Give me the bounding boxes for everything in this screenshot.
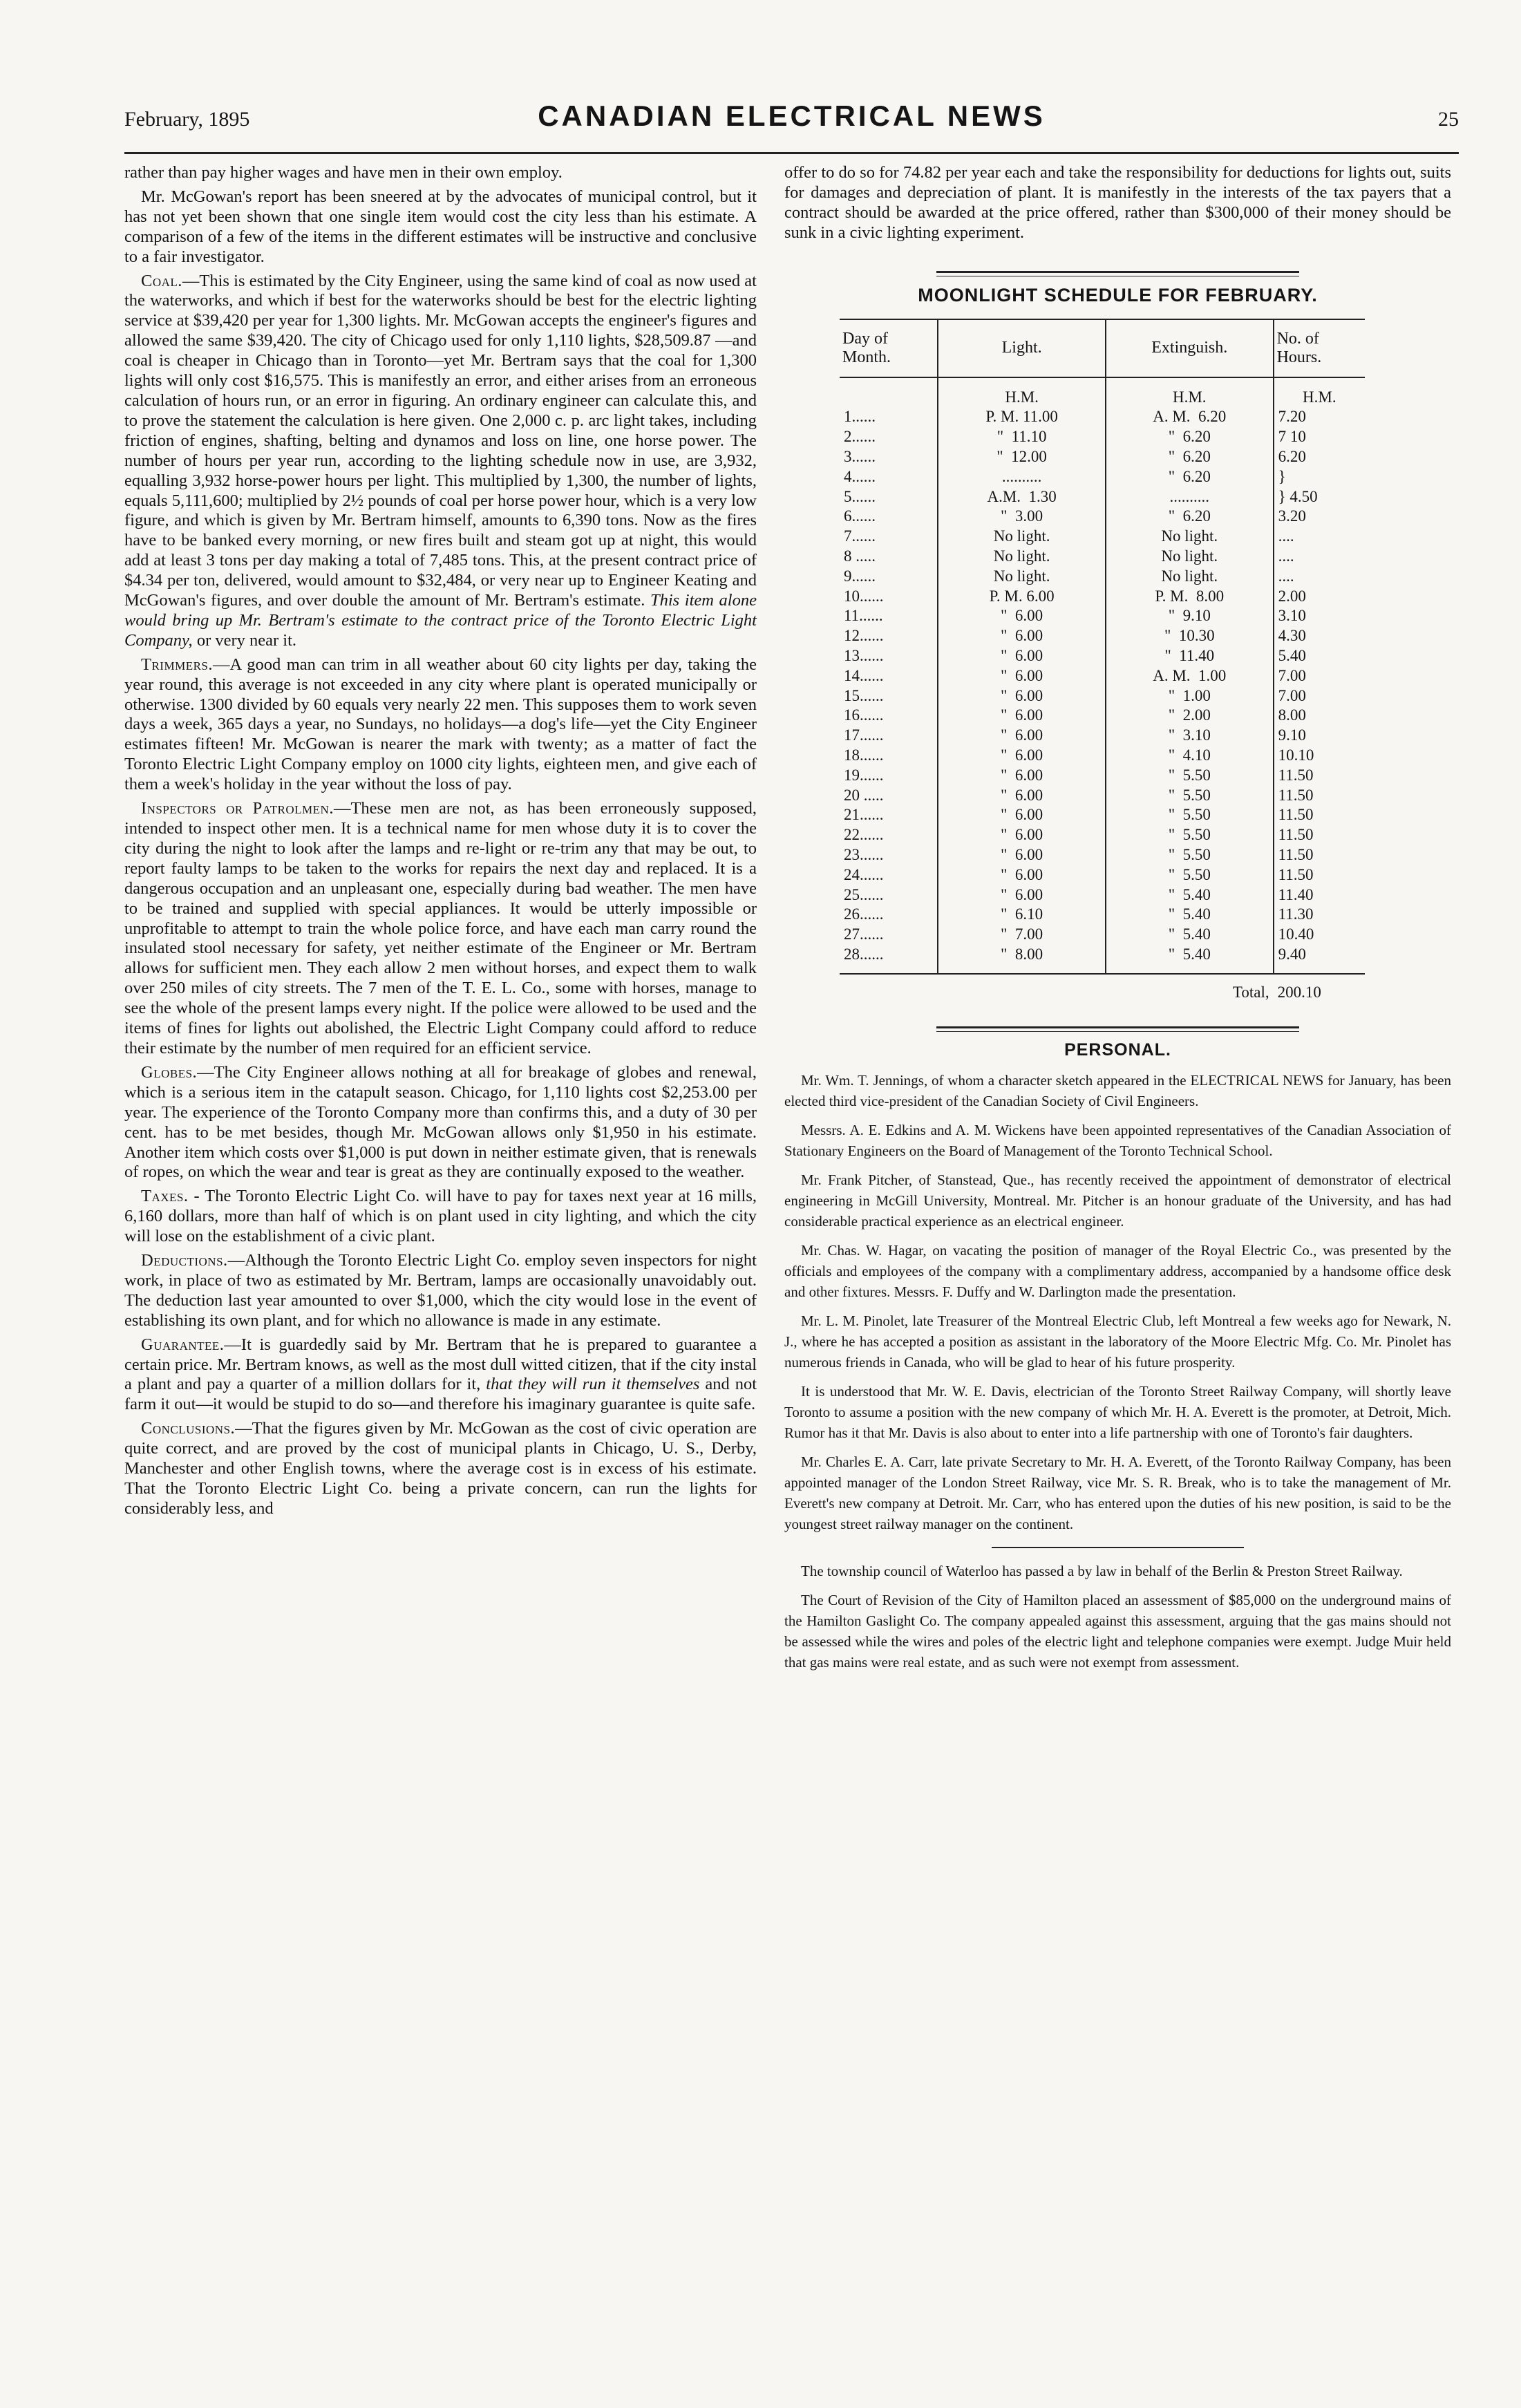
- table-row: [840, 786, 1365, 806]
- hours-cell: 10.10: [1278, 746, 1314, 764]
- page-number: 25: [1438, 108, 1459, 131]
- light-cell: " 3.00: [938, 507, 1106, 527]
- day-cell: 27......: [840, 925, 938, 945]
- section-heading: Conclusions.: [141, 1419, 236, 1438]
- light-cell: " 6.00: [938, 706, 1106, 726]
- day-cell: 28......: [840, 945, 938, 974]
- light-cell: " 6.00: [938, 825, 1106, 845]
- table-row: [840, 925, 1365, 945]
- section-heading: Coal.: [141, 271, 182, 290]
- unit-cell: H.M.: [938, 377, 1106, 408]
- hours-cell: 11.50: [1278, 826, 1314, 844]
- hours-cell: 11.30: [1278, 905, 1314, 923]
- hours-cell: 2.00: [1278, 587, 1306, 605]
- extinguish-cell: No light.: [1106, 547, 1274, 567]
- table-row: [840, 825, 1365, 845]
- section-heading: Inspectors or Patrolmen.: [141, 799, 334, 818]
- empty-cell: [840, 974, 938, 1008]
- table-row: [840, 845, 1365, 865]
- table-row: [840, 865, 1365, 885]
- extinguish-cell: " 10.30: [1106, 626, 1274, 646]
- light-cell: No light.: [938, 527, 1106, 547]
- hours-cell: 11.50: [1278, 786, 1314, 804]
- personal-items: [784, 1070, 1451, 1534]
- day-cell: 26......: [840, 905, 938, 925]
- section-guarantee: Guarantee.—It is guardedly said by Mr. Bertram that he is prepared to guarantee a certain price. Mr. Bertram knows, as well as the most dull witted citizen, that if the city instal a plant and pay a quarter of a million dollars for it, that they will run it themselves and not farm it out—it would be stupid to do so—and therefore his imaginary guarantee is quite safe.: [124, 1335, 757, 1414]
- table-row: [840, 527, 1365, 547]
- extinguish-cell: A. M. 6.20: [1106, 407, 1274, 427]
- section-trimmers: Trimmers.—A good man can trim in all weather about 60 city lights per day, taking the year round, this average is not exceeded in any city where plant is operated municipally or otherwise. 1300 divided by 60 equals very nearly 22 men. This supposes them to work seven days a week, 365 days a year, no Sundays, no holidays—a dog's life—yet the City Engineer estimates fifteen! Mr. McGowan is nearer the mark with twenty; as a matter of fact the Toronto Electric Light Company employ on 1000 city lights, eighteen men, and give each of them a week's holiday in the year without the loss of pay.: [124, 655, 757, 794]
- hours-cell: ....: [1278, 567, 1294, 585]
- extinguish-cell: " 9.10: [1106, 606, 1274, 626]
- section-heading: Guarantee.: [141, 1335, 225, 1354]
- light-cell: " 6.00: [938, 626, 1106, 646]
- light-cell: " 6.00: [938, 805, 1106, 825]
- table-row: [840, 427, 1365, 447]
- section-heading: Taxes.: [141, 1187, 189, 1206]
- table-row: [840, 945, 1365, 974]
- column-header: Day of Month.: [840, 319, 938, 377]
- extinguish-cell: " 3.10: [1106, 726, 1274, 746]
- extinguish-cell: " 5.40: [1106, 905, 1274, 925]
- day-cell: 13......: [840, 646, 938, 666]
- extinguish-cell: P. M. 8.00: [1106, 587, 1274, 607]
- table-row: [840, 726, 1365, 746]
- table-row: [840, 567, 1365, 587]
- hours-cell: 6.20: [1278, 448, 1306, 466]
- extinguish-cell: A. M. 1.00: [1106, 666, 1274, 686]
- paragraph: offer to do so for 74.82 per year each and take the responsibility for deductions for lights out, suits for damages and depreciation of plant. It is manifestly in the interests of the tax payers that a contract should be awarded at the price offered, rather than $300,000 of their money should be sunk in a civic lighting experiment.: [784, 163, 1451, 242]
- light-cell: " 11.10: [938, 427, 1106, 447]
- extinguish-cell: " 6.20: [1106, 447, 1274, 467]
- hours-cell: 7.20: [1278, 408, 1306, 426]
- hours-cell: 3.10: [1278, 607, 1306, 625]
- light-cell: " 6.00: [938, 845, 1106, 865]
- personal-item: Mr. Wm. T. Jennings, of whom a character sketch appeared in the ELECTRICAL NEWS for January, has been elected third vice-president of the Canadian Society of Civil Engineers.: [784, 1071, 1451, 1109]
- unit-cell: [840, 377, 938, 408]
- hours-cell: 7.00: [1278, 686, 1306, 704]
- total-row: [840, 974, 1365, 1008]
- column-header: Extinguish.: [1106, 319, 1274, 377]
- light-cell: ..........: [938, 467, 1106, 487]
- light-cell: No light.: [938, 547, 1106, 567]
- extinguish-cell: " 6.20: [1106, 507, 1274, 527]
- table-row: [840, 885, 1365, 905]
- light-cell: " 6.00: [938, 766, 1106, 786]
- divider: [992, 1547, 1244, 1548]
- section-heading: Globes.: [141, 1062, 198, 1082]
- extinguish-cell: " 4.10: [1106, 746, 1274, 766]
- day-cell: 21......: [840, 805, 938, 825]
- extinguish-cell: " 5.50: [1106, 786, 1274, 806]
- hours-cell: 9.10: [1278, 726, 1306, 744]
- hours-cell: 11.40: [1278, 885, 1314, 903]
- schedule-body: [840, 377, 1365, 1008]
- table-row: [840, 746, 1365, 766]
- light-cell: " 6.00: [938, 746, 1106, 766]
- units-row: [840, 377, 1365, 408]
- table-row: [840, 766, 1365, 786]
- day-cell: 2......: [840, 427, 938, 447]
- personal-item: Mr. Charles E. A. Carr, late private Secretary to Mr. H. A. Everett, of the Toronto Railway Company, has been appointed manager of the London Street Railway, vice Mr. S. R. Break, who is to take the management of Mr. Everett's new company at Detroit. Mr. Carr, who has entered upon the duties of his new position, is said to be the youngest street railway manager on the continent.: [784, 1453, 1451, 1532]
- news-item: The township council of Waterloo has passed a by law in behalf of the Berlin & Preston Street Railway.: [801, 1562, 1403, 1579]
- personal-item: It is understood that Mr. W. E. Davis, electrician of the Toronto Street Railway Company, will shortly leave Toronto to assume a position with the new company of which Mr. H. A. Everett is the promoter, at Detroit, Mich. Rumor has it that Mr. Davis is also about to enter into a life partnership with one of Toronto's fair daughters.: [784, 1382, 1451, 1441]
- table-row: [840, 467, 1365, 487]
- light-cell: " 6.00: [938, 666, 1106, 686]
- hours-cell: 3.20: [1278, 507, 1306, 525]
- extinguish-cell: " 5.40: [1106, 945, 1274, 974]
- hours-cell: ....: [1278, 547, 1294, 565]
- hours-cell: 7 10: [1278, 428, 1306, 446]
- table-row: [840, 507, 1365, 527]
- day-cell: 8 .....: [840, 547, 938, 567]
- table-row: [840, 587, 1365, 607]
- day-cell: 20 .....: [840, 786, 938, 806]
- light-cell: " 6.00: [938, 686, 1106, 706]
- day-cell: 25......: [840, 885, 938, 905]
- day-cell: 6......: [840, 507, 938, 527]
- extinguish-cell: " 5.50: [1106, 865, 1274, 885]
- hours-cell: 11.50: [1278, 806, 1314, 824]
- table-row: [840, 905, 1365, 925]
- table-row: [840, 606, 1365, 626]
- right-column: [784, 163, 1451, 1681]
- personal-title: PERSONAL.: [1064, 1040, 1171, 1060]
- extinguish-cell: " 6.20: [1106, 427, 1274, 447]
- day-cell: 3......: [840, 447, 938, 467]
- hours-cell: 11.50: [1278, 766, 1314, 784]
- personal-item: Mr. L. M. Pinolet, late Treasurer of the Montreal Electric Club, left Montreal a few weeks ago for Newark, N. J., where he has accepted a position as assistant in the laboratory of the Moore Electric Mfg. Co. Mr. Pinolet has numerous friends in Canada, who will be glad to hear of his future prosperity.: [784, 1312, 1451, 1371]
- day-cell: 5......: [840, 487, 938, 507]
- divider: [936, 271, 1299, 276]
- day-cell: 16......: [840, 706, 938, 726]
- moonlight-schedule-table: [840, 319, 1365, 1008]
- light-cell: P. M. 11.00: [938, 407, 1106, 427]
- news-items: [784, 1561, 1451, 1673]
- hours-cell: 10.40: [1278, 925, 1314, 943]
- extinguish-cell: " 5.40: [1106, 925, 1274, 945]
- table-row: [840, 487, 1365, 507]
- unit-cell: H.M.: [1106, 377, 1274, 408]
- light-cell: P. M. 6.00: [938, 587, 1106, 607]
- light-cell: A.M. 1.30: [938, 487, 1106, 507]
- table-row: [840, 666, 1365, 686]
- extinguish-cell: ..........: [1106, 487, 1274, 507]
- light-cell: " 6.00: [938, 865, 1106, 885]
- day-cell: 14......: [840, 666, 938, 686]
- hours-cell: 5.40: [1278, 646, 1306, 664]
- day-cell: 22......: [840, 825, 938, 845]
- light-cell: " 12.00: [938, 447, 1106, 467]
- hours-cell: 11.50: [1278, 865, 1314, 883]
- section-coal: Coal.—This is estimated by the City Engineer, using the same kind of coal as now used at the waterworks, and which if best for the waterworks should be best for the electric lighting service at $39,420 per year for 1,300 lights. Mr. McGowan accepts the engineer's figures and allowed the same $39,420. The city of Chicago used for only 1,110 lights, $28,509.87 —and coal is cheaper in Chicago than in Toronto—yet Mr. Bertram says that the coal for 1,300 lights will only cost $16,575. This is manifestly an error, and either arises from an erroneous calculation of hours run, or an error in figuring. An ordinary engineer can calculate this, and to prove the statement the calculation is here given. One 2,000 c. p. arc light takes, including friction of engines, shafting, belting and dynamos and loss on line, one horse power. The number of hours per year run, according to the lighting schedule now in use, are 3,932, equalling 3,932 horse-power hours per light. This multiplied by 1,300, the number of lights, equals 5,111,600; multiplied by 2½ pounds of coal per horse power hour, which is a very low figure, and which is given by Mr. Bertram himself, amounts to 6,390 tons. Now as the fires have to be banked every morning, or new fires built and steam got up at night, this would add at least 3 tons per day making a total of 7,485 tons. This, at the present contract price of $4.34 per ton, delivered, would amount to $32,484, or very near up to Engineer Keating and McGowan's figures, and over double the amount of Mr. Bertram's estimate. This item alone would bring up Mr. Bertram's estimate to the contract price of the Toronto Electric Light Company, or very near it.: [124, 271, 757, 650]
- section-conclusions: Conclusions.—That the figures given by Mr. McGowan as the cost of civic operation are quite correct, and are proved by the cost of municipal plants in Chicago, U. S., Derby, Manchester and other English towns, where the average cost is in excess of his estimate. That the Toronto Electric Light Co. being a private concern, can run the lights for considerably less, and: [124, 1419, 757, 1518]
- extinguish-cell: No light.: [1106, 527, 1274, 547]
- light-cell: " 6.00: [938, 885, 1106, 905]
- light-cell: " 6.00: [938, 786, 1106, 806]
- extinguish-cell: " 5.40: [1106, 885, 1274, 905]
- hours-cell: 7.00: [1278, 666, 1306, 684]
- extinguish-cell: " 5.50: [1106, 766, 1274, 786]
- hours-cell: } 4.50: [1278, 487, 1318, 505]
- section-heading: Trimmers.: [141, 655, 213, 674]
- light-cell: " 8.00: [938, 945, 1106, 974]
- table-row: [840, 805, 1365, 825]
- day-cell: 11......: [840, 606, 938, 626]
- personal-item: Mr. Frank Pitcher, of Stanstead, Que., has recently received the appointment of demonstrator of electrical engineering in McGill University, Montreal. Mr. Pitcher is an honour graduate of the University, and has had considerable practical experience as an electrical engineer.: [784, 1171, 1451, 1230]
- day-cell: 15......: [840, 686, 938, 706]
- light-cell: No light.: [938, 567, 1106, 587]
- day-cell: 7......: [840, 527, 938, 547]
- hours-cell: ....: [1278, 527, 1294, 545]
- light-cell: " 6.00: [938, 726, 1106, 746]
- news-item: The Court of Revision of the City of Hamilton placed an assessment of $85,000 on the underground mains of the Hamilton Gaslight Co. The company appealed against this assessment, arguing that the gas mains should not be assessed while the wires and poles of the electric light and telephone companies were exempt. Judge Muir held that gas mains were real estate, and as such were not exempt from assessment.: [784, 1591, 1451, 1671]
- table-row: [840, 547, 1365, 567]
- paragraph: Mr. McGowan's report has been sneered at by the advocates of municipal control, but it has not yet been shown that one single item would cost the city less than his estimate. A comparison of a few of the items in the different estimates will be instructive and conclusive to a fair investigator.: [124, 187, 757, 266]
- issue-date: February, 1895: [124, 108, 250, 131]
- total-label: Total,: [1106, 974, 1274, 1008]
- extinguish-cell: " 1.00: [1106, 686, 1274, 706]
- left-column: [124, 163, 757, 1523]
- light-cell: " 6.00: [938, 606, 1106, 626]
- extinguish-cell: " 5.50: [1106, 825, 1274, 845]
- divider: [936, 1026, 1299, 1032]
- table-row: [840, 626, 1365, 646]
- hours-cell: 4.30: [1278, 627, 1306, 645]
- extinguish-cell: " 6.20: [1106, 467, 1274, 487]
- column-header: No. of Hours.: [1274, 319, 1365, 377]
- hours-cell: 8.00: [1278, 706, 1306, 724]
- table-row: [840, 407, 1365, 427]
- hours-cell: 9.40: [1278, 945, 1306, 963]
- light-cell: " 7.00: [938, 925, 1106, 945]
- table-header-row: [840, 319, 1365, 377]
- extinguish-cell: " 11.40: [1106, 646, 1274, 666]
- light-cell: " 6.00: [938, 646, 1106, 666]
- section-heading: Deductions.: [141, 1251, 228, 1270]
- table-row: [840, 706, 1365, 726]
- personal-item: Messrs. A. E. Edkins and A. M. Wickens have been appointed representatives of the Canadian Association of Stationary Engineers on the Board of Management of the Toronto Technical School.: [784, 1121, 1451, 1159]
- table-row: [840, 646, 1365, 666]
- personal-item: Mr. Chas. W. Hagar, on vacating the position of manager of the Royal Electric Co., was presented by the officials and employees of the company with a complimentary address, accompanied by a handsome office desk and other fixtures. Messrs. F. Duffy and W. Darlington made the presentation.: [784, 1241, 1451, 1300]
- section-deductions: Deductions.—Although the Toronto Electric Light Co. employ seven inspectors for night work, in place of two as estimated by Mr. Bertram, lamps are occasionally unavoidably out. The deduction last year amounted to over $1,000, which the city would lose in the event of establishing its own plant, and for which no allowance is made in any estimate.: [124, 1251, 757, 1330]
- section-inspectors: Inspectors or Patrolmen.—These men are not, as has been erroneously supposed, intended to inspect other men. It is a technical name for men whose duty it is to cover the city during the night to look after the lamps and re-light or re-trim any that may be out, to report faulty lamps to be taken to the works for repairs the next day and replaced. It is a dangerous occupation and an unpleasant one, especially during bad weather. The men have to be trained and supplied with special appliances. It would be utterly impossible or unprofitable to attempt to train the whole police force, and have each man carry round the insulated stool necessary for safety, yet neither estimate of the Engineer or Mr. Bertram allows for sufficient men. They each allow 2 men without horses, and expect them to walk over 250 miles of city streets. The 7 men of the T. E. L. Co., some with horses, manage to see the whole of the present lamps every night. If the police were allowed to be used and the items of fines for lights out abolished, the Electric Light Company could afford to reduce their estimate by the number of men required for an efficient service.: [124, 799, 757, 1057]
- masthead: [124, 100, 1459, 154]
- day-cell: 4......: [840, 467, 938, 487]
- hours-cell: }: [1278, 467, 1286, 485]
- empty-cell: [938, 974, 1106, 1008]
- day-cell: 17......: [840, 726, 938, 746]
- day-cell: 24......: [840, 865, 938, 885]
- column-header: Light.: [938, 319, 1106, 377]
- table-row: [840, 686, 1365, 706]
- light-cell: " 6.10: [938, 905, 1106, 925]
- table-row: [840, 447, 1365, 467]
- extinguish-cell: " 5.50: [1106, 805, 1274, 825]
- day-cell: 9......: [840, 567, 938, 587]
- extinguish-cell: " 5.50: [1106, 845, 1274, 865]
- schedule-title: MOONLIGHT SCHEDULE FOR FEBRUARY.: [918, 284, 1318, 305]
- day-cell: 12......: [840, 626, 938, 646]
- publication-title: CANADIAN ELECTRICAL NEWS: [538, 100, 1046, 132]
- day-cell: 10......: [840, 587, 938, 607]
- day-cell: 1......: [840, 407, 938, 427]
- day-cell: 18......: [840, 746, 938, 766]
- extinguish-cell: " 2.00: [1106, 706, 1274, 726]
- day-cell: 23......: [840, 845, 938, 865]
- day-cell: 19......: [840, 766, 938, 786]
- hours-cell: 11.50: [1278, 845, 1314, 863]
- section-taxes: Taxes. - The Toronto Electric Light Co. will have to pay for taxes next year at 16 mills, 6,160 dollars, more than half of which is on plant used in city lighting, and which the city will lose on the establishment of a civic plant.: [124, 1187, 757, 1246]
- unit-cell: H.M.: [1303, 388, 1336, 406]
- total-value: 200.10: [1274, 974, 1365, 1008]
- section-globes: Globes.—The City Engineer allows nothing at all for breakage of globes and renewal, which is a serious item in the catapult season. Chicago, for 1,110 lights cost $2,253.00 per year. The experience of the Toronto Company more than confirms this, and a duty of 30 per cent. has to be met besides, though Mr. McGowan allows only $1,950 in his estimate. Another item which costs over $1,000 is put down in neither estimate given, that is renewals of ropes, on which the wear and tear is great as they are continually exposed to the weather.: [124, 1062, 757, 1182]
- extinguish-cell: No light.: [1106, 567, 1274, 587]
- paragraph: rather than pay higher wages and have men in their own employ.: [124, 163, 563, 182]
